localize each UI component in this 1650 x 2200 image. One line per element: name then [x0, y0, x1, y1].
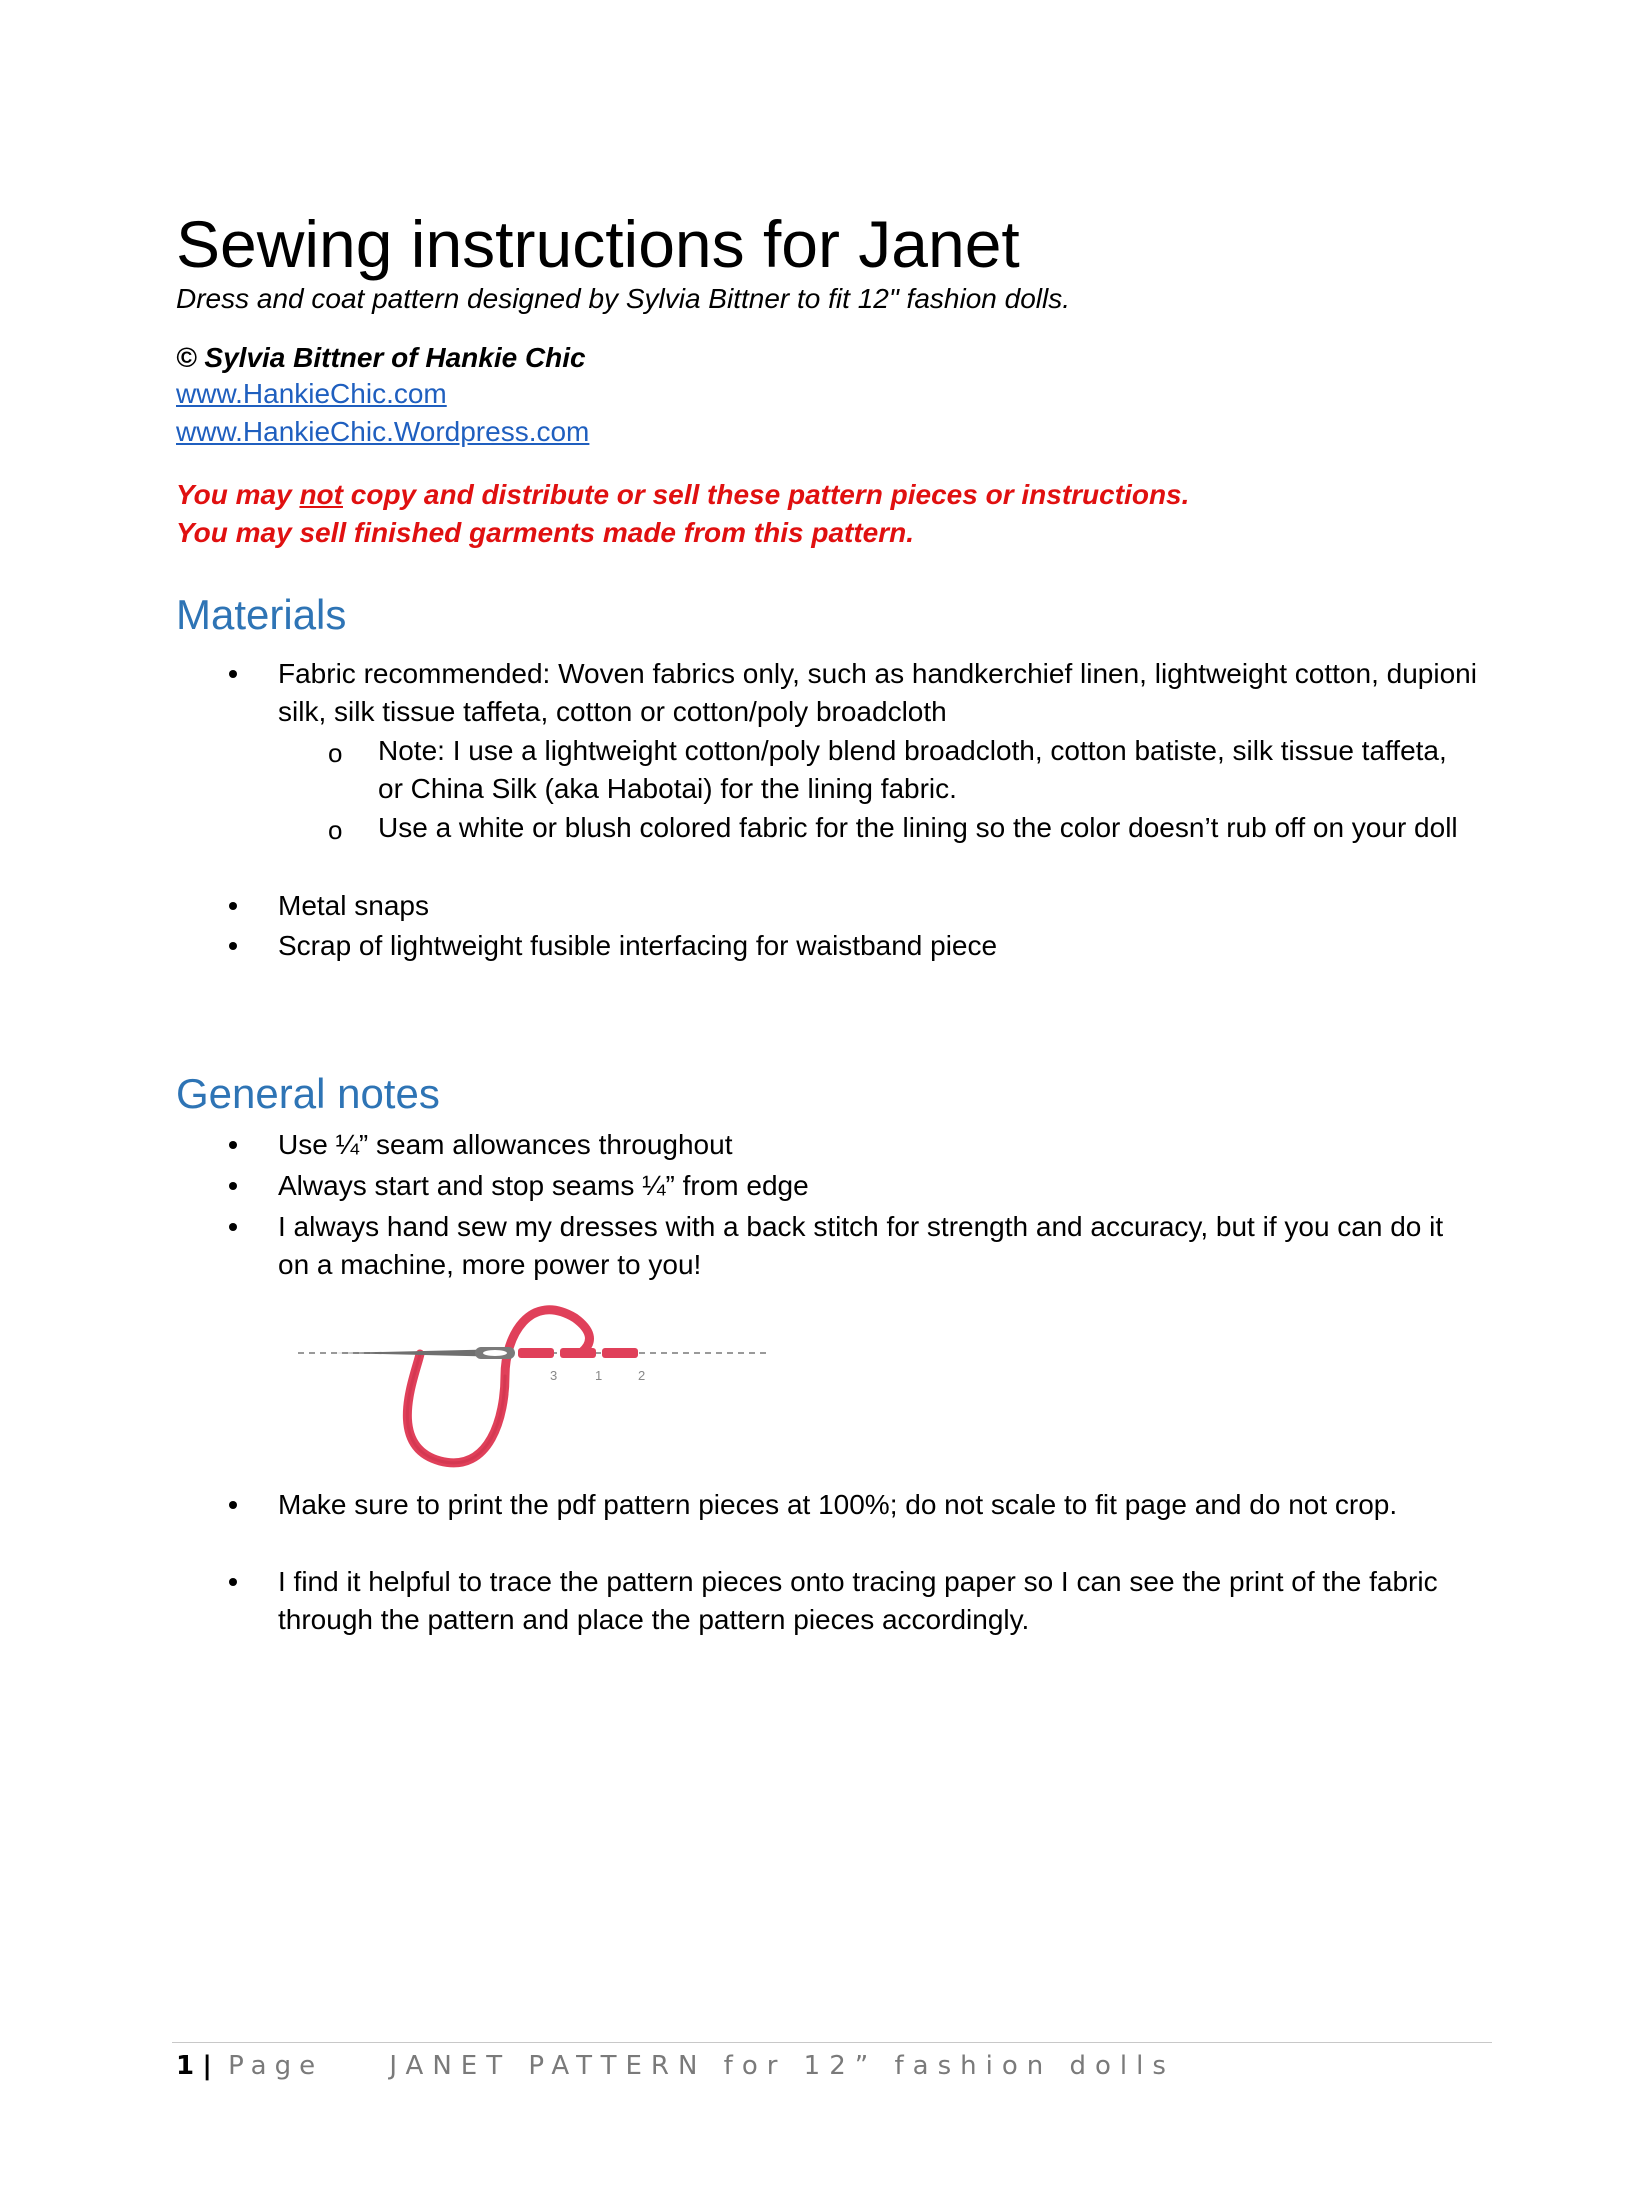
- sub-bullet-marker: o: [328, 738, 343, 768]
- notes-item-start-stop: Always start and stop seams ¼” from edge: [278, 1170, 809, 1201]
- link-hankiechic[interactable]: www.HankieChic.com: [176, 378, 447, 409]
- general-notes-heading: General notes: [176, 1070, 440, 1117]
- stitch-segment: [602, 1348, 638, 1358]
- materials-item-fabric: Fabric recommended: Woven fabrics only, such as handkerchief linen, lightweight cotton, dupioni silk, silk tissue taffeta, cotton or cotton/poly broadcloth: [278, 658, 1477, 727]
- warning-line-1-start: You may: [176, 479, 300, 510]
- warning-emphasis-not: not: [299, 479, 343, 510]
- link-hankiechic-wordpress[interactable]: www.HankieChic.Wordpress.com: [176, 416, 590, 447]
- bullet-icon: [226, 942, 240, 956]
- materials-heading: Materials: [176, 591, 347, 638]
- warning-line-1: [176, 478, 1189, 512]
- footer-title: JANET PATTERN for 12” fashion dolls: [389, 2051, 1175, 2081]
- footer-separator: |: [202, 2051, 212, 2081]
- stitch-label-2: 2: [638, 1368, 646, 1383]
- stitch-segment: [518, 1348, 554, 1358]
- page-number: 1: [176, 2051, 195, 2081]
- back-stitch-diagram: [290, 1296, 780, 1472]
- bullet-icon: [226, 1501, 240, 1515]
- bullet-icon: [226, 670, 240, 684]
- notes-item-tracing: I find it helpful to trace the pattern pieces onto tracing paper so I can see the print of the fabric through the pattern and place the pattern pieces accordingly.: [278, 1566, 1438, 1635]
- stitch-label-3: 3: [550, 1368, 558, 1383]
- page-subtitle: Dress and coat pattern designed by Sylvia Bittner to fit 12" fashion dolls.: [176, 283, 1070, 314]
- page-footer: [176, 2048, 1175, 2084]
- warning-line-1-end: copy and distribute or sell these pattern pieces or instructions.: [342, 479, 1190, 510]
- materials-item-snaps: Metal snaps: [278, 890, 429, 921]
- notes-item-back-stitch: I always hand sew my dresses with a back stitch for strength and accuracy, but if you can do it on a machine, more power to you!: [278, 1211, 1444, 1280]
- materials-subitem-lining: Use a white or blush colored fabric for the lining so the color doesn’t rub off on your doll: [378, 812, 1458, 843]
- materials-subitem-note: Note: I use a lightweight cotton/poly blend broadcloth, cotton batiste, silk tissue taffeta, or China Silk (aka Habotai) for the lining fabric.: [378, 735, 1447, 804]
- stitch-label-1: 1: [595, 1368, 603, 1383]
- warning-line-2: You may sell finished garments made from this pattern.: [176, 517, 915, 548]
- bullet-icon: [226, 1141, 240, 1155]
- notes-item-print-scale: Make sure to print the pdf pattern pieces at 100%; do not scale to fit page and do not crop.: [278, 1489, 1398, 1520]
- materials-item-interfacing: Scrap of lightweight fusible interfacing for waistband piece: [278, 930, 998, 961]
- bullet-icon: [226, 1223, 240, 1237]
- notes-item-seam-allowance: Use ¼” seam allowances throughout: [278, 1129, 733, 1160]
- thread: [407, 1310, 589, 1463]
- needle-eye-hole: [483, 1350, 507, 1356]
- bullet-icon: [226, 902, 240, 916]
- bullet-icon: [226, 1182, 240, 1196]
- bullet-icon: [226, 1578, 240, 1592]
- stitch-segment: [560, 1348, 596, 1358]
- footer-divider: [172, 2042, 1492, 2043]
- sub-bullet-marker: o: [328, 815, 343, 845]
- page-title: Sewing instructions for Janet: [176, 207, 1020, 281]
- page-label: Page: [228, 2051, 324, 2081]
- copyright-notice: © Sylvia Bittner of Hankie Chic: [176, 342, 586, 373]
